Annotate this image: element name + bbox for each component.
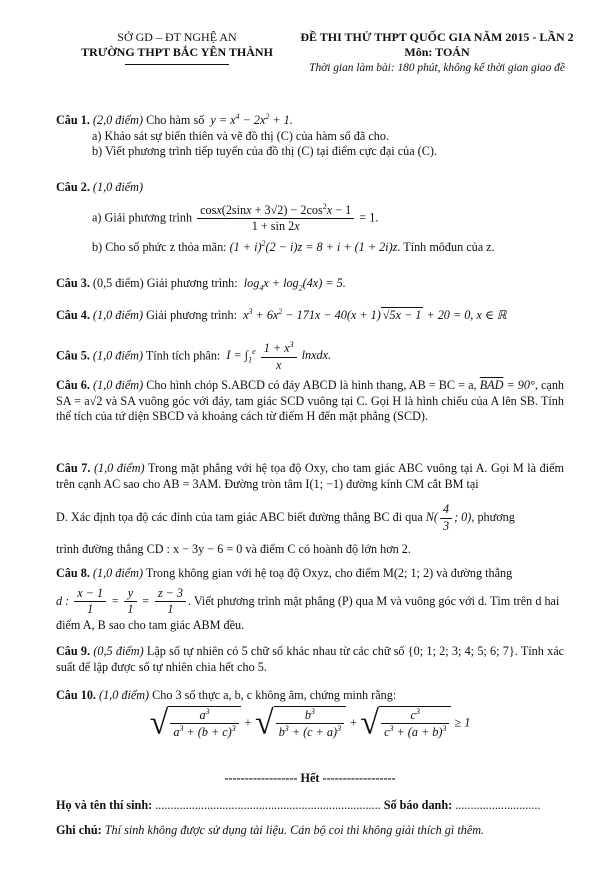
question-text: Tính tích phân: (145, 348, 221, 363)
question-text-cont: , cạnh SA = a√2 và SA vuông góc với đáy, tam giác SCD vuông tại C. Gọi H là hình chiếu của A lên SB. Tính thể tích của tứ diện SBCD và khoảng cách từ điểm H đến mặt phẳng (SCD). (56, 378, 565, 424)
question-text-cont: . Viết phương trình mặt phẳng (P) qua M và vuông góc với d. Tìm trên d hai (187, 593, 560, 608)
note-text: Thí sinh không được sử dụng tài liệu. Cán bộ coi thi không giải thích gì thêm. (104, 823, 485, 837)
question-9 (56, 644, 564, 675)
question-label: Câu 9. (56, 644, 91, 658)
question-6 (56, 378, 564, 425)
inequality-expression: √ $\frac{a^3}{a^3 + (b + c)^3}$ + √ $\frac{b^3}{b^3 + (c + a)^3}$ + √ $\frac{c^3}{c^3 + (a + b)^3}$ ≥ 1 (149, 704, 471, 742)
question-3 (56, 276, 564, 294)
question-label: Câu 6. (56, 378, 90, 392)
subquestion-b: b) Viết phương trình tiếp tuyến của đồ thị (C) tại điểm cực đại của (C). (92, 144, 437, 159)
question-text: Cho 3 số thực a, b, c không âm, chứng minh rằng: (152, 688, 397, 702)
question-label: Câu 2. (56, 180, 90, 194)
name-field[interactable]: .......................................................................... (155, 798, 381, 812)
question-10 (56, 688, 564, 741)
subquestion-a: a) Giải phương trình $\frac{\cos x(2\sin x + 3√2) - 2\cos^2x - 1}{1 + \sin 2x}$ = 1. (92, 201, 379, 234)
exam-note (56, 823, 576, 839)
question-points: (1,0 điểm) (92, 180, 144, 194)
question-text-cont: D. Xác định tọa độ các đỉnh của tam giác ABC biết đường thẳng BC đi qua (56, 510, 423, 525)
question-label: Câu 5. (56, 348, 90, 363)
question-label: Câu 8. (56, 566, 90, 580)
department-name: SỞ GD – ĐT NGHỆ AN (117, 30, 237, 44)
question-points: (1,0 điểm) (92, 348, 144, 363)
sbd-label: Số báo danh: (383, 798, 453, 812)
question-text: Trong mặt phẳng với hệ tọa độ Oxy, cho tam giác ABC vuông tại A. Gọi M là điểm trên cạnh AC sao cho AB = 3AM. Đường tròn tâm I(1; −1) đường kính CM cắt BM tại (56, 461, 565, 491)
math-expression: $\log_4x + \log_2(4x) = 5$. (240, 276, 346, 293)
subquestion-b (92, 239, 564, 256)
question-text: Cho hình chóp S.ABCD có đáy ABCD là hình thang, AB = BC = a, (146, 378, 477, 392)
question-label: Câu 1. (56, 113, 90, 128)
question-points: (1,0 điểm) (99, 688, 150, 702)
question-label: Câu 4. (56, 308, 90, 323)
question-text-cont: trình đường thẳng CD : x − 3y − 6 = 0 và điểm C có hoành độ lớn hơn 2. (56, 542, 411, 557)
end-marker: ------------------ Hết ------------------ (224, 771, 396, 785)
exam-duration: Thời gian làm bài: 180 phút, không kể thời gian giao đề (309, 61, 565, 74)
question-points: (2,0 điểm) (92, 113, 144, 128)
subquestion-tail: . Tính môđun của z. (397, 239, 495, 254)
math-expression: $x^3 + 6x^2 - 171x - 40(x + 1) √5x - 1 + 20 = 0$, x ∈ ℝ (240, 307, 507, 323)
question-label: Câu 7. (56, 461, 91, 475)
angle-expression: $\overline{BAD} = 90^\circ$ (479, 378, 535, 392)
question-2 (56, 180, 564, 256)
subquestion-text: b) Cho số phức z thỏa mãn: (92, 239, 227, 254)
line-equation: d : $\frac{x - 1}{1}$ = $\frac{y}{1}$ = $\frac{z - 3}{1}$ (56, 594, 188, 608)
question-points: (1,0 điểm) (92, 566, 144, 580)
exam-subject: Môn: TOÁN (404, 45, 470, 60)
name-label: Họ và tên thí sinh: (56, 798, 153, 812)
question-text-cont: , phương (471, 510, 515, 525)
candidate-info-line (56, 798, 576, 814)
exam-title: ĐỀ THI THỬ THPT QUỐC GIA NĂM 2015 - LẦN 2 (300, 30, 574, 44)
question-text: Cho hàm số (146, 113, 205, 128)
question-1 (56, 112, 564, 160)
question-text-cont: điểm A, B sao cho tam giác ABM đều. (56, 617, 245, 632)
question-label: Câu 10. (56, 688, 96, 702)
question-8 (56, 566, 564, 633)
exam-header (278, 30, 596, 75)
math-expression: $y = x^4 - 2x^2 + 1$. (207, 112, 293, 128)
question-7 (56, 461, 564, 558)
question-points: (0,5 điểm) (92, 276, 144, 290)
question-points: (1,0 điểm) (92, 308, 144, 323)
sbd-field[interactable]: ............................ (455, 798, 541, 812)
question-text: Trong không gian với hệ toạ độ Oxyz, cho điểm M(2; 1; 2) và đường thẳng (145, 566, 513, 580)
math-expression: $I = \int_1^e$ $\frac{1 + x^3}{x}$ lnxdx. (223, 340, 332, 372)
point-n: N( $\frac{4}{3}$ ; 0) (425, 502, 472, 533)
question-4 (56, 307, 564, 324)
question-text: Lập số tự nhiên có 5 chữ số khác nhau từ các chữ số {0; 1; 2; 3; 4; 5; 6; 7}. Tính xác suất để lập được số tự nhiên chia hết cho 5. (56, 644, 565, 674)
question-5 (56, 340, 564, 373)
note-label: Ghi chú: (56, 823, 102, 837)
question-points: (1,0 điểm) (93, 378, 144, 392)
question-points: (0,5 điểm) (93, 644, 144, 658)
math-expression: $(1 + i)^2(2 - i)z = 8 + i + (1 + 2i)z$ (229, 238, 398, 254)
subquestion-a: a) Khảo sát sự biến thiên và vẽ đồ thị (C) của hàm số đã cho. (92, 128, 389, 143)
math-fraction: $\frac{\cos x(2\sin x + 3√2) - 2\cos^2x - 1}{1 + \sin 2x}$ (197, 202, 354, 235)
question-label: Câu 3. (56, 276, 90, 290)
school-name: TRƯỜNG THPT BẮC YÊN THÀNH (81, 45, 273, 60)
question-points: (1,0 điểm) (93, 461, 145, 475)
school-header (72, 30, 282, 65)
question-text: Giải phương trình: (146, 308, 237, 323)
question-text: Giải phương trình: (146, 276, 238, 290)
subquestion-text: a) Giải phương trình (92, 210, 193, 225)
header-underline (125, 64, 229, 65)
